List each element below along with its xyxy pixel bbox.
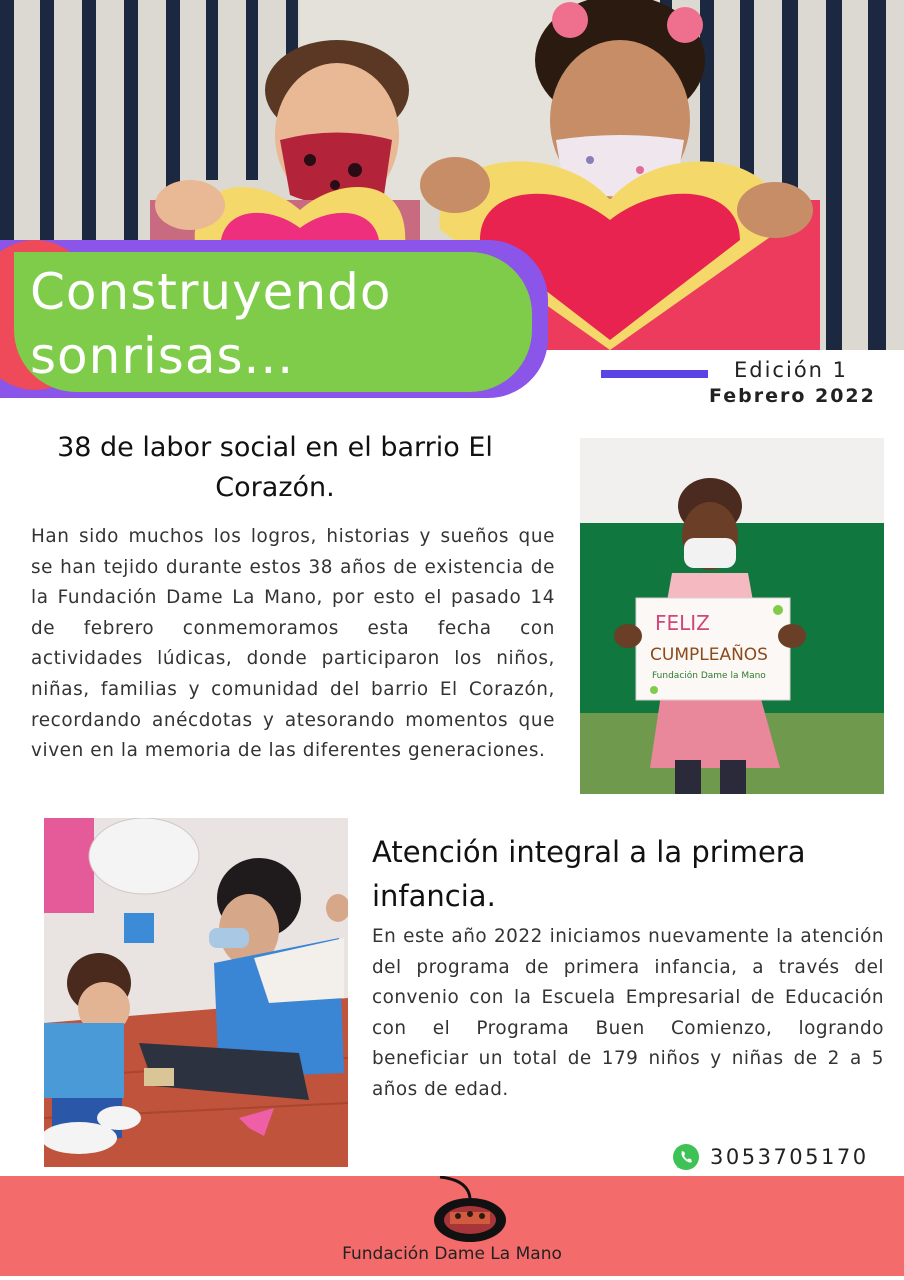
classroom-activity-photo-illustration <box>44 818 348 1167</box>
title-line-1: Construyendo <box>30 263 392 321</box>
whatsapp-icon <box>672 1143 700 1171</box>
title-banner <box>0 240 560 400</box>
sign-line-2: CUMPLEAÑOS <box>650 645 768 665</box>
edition-date: Febrero 2022 <box>709 385 876 407</box>
article1-heading: 38 de labor social en el barrio El Corazón. <box>57 432 493 503</box>
article2-heading: Atención integral a la primera infancia. <box>372 835 806 913</box>
birthday-girl-photo <box>580 438 884 794</box>
sign-line-3: Fundación Dame la Mano <box>652 671 766 681</box>
article2-body: En este año 2022 iniciamos nuevamente la atención del programa de primera infancia, a través del convenio con la Escuela Empresarial de Educación con el Programa Buen Comienzo, logrando beneficiar un total de 179 niños y niñas de 2 a 5 años de edad. <box>372 926 884 1100</box>
phone-number: 3053705170 <box>710 1145 869 1169</box>
edition-number: Edición 1 <box>734 358 849 382</box>
contact-phone[interactable] <box>672 1142 869 1172</box>
edition-accent-line <box>601 370 708 378</box>
newsletter-title <box>30 260 391 388</box>
classroom-activity-photo <box>44 818 348 1167</box>
sign-line-1: FELIZ <box>655 611 710 635</box>
footer <box>0 1176 904 1276</box>
birthday-girl-photo-illustration <box>580 438 884 794</box>
footer-foundation-name: Fundación Dame La Mano <box>342 1244 562 1264</box>
article1-body: Han sido muchos los logros, historias y sueños que se han tejido durante estos 38 años de existencia de la Fundación Dame La Mano, por esto el pasado 14 de febrero conmemoramos esta fecha con actividades lúdicas, donde participaron los niños, niñas, familias y comunidad del barrio El Corazón, recordando anécdotas y atesorando momentos que viven en la memoria de las diferentes generaciones. <box>31 526 555 762</box>
foundation-logo <box>426 1176 516 1248</box>
title-line-2: sonrisas... <box>30 327 295 385</box>
